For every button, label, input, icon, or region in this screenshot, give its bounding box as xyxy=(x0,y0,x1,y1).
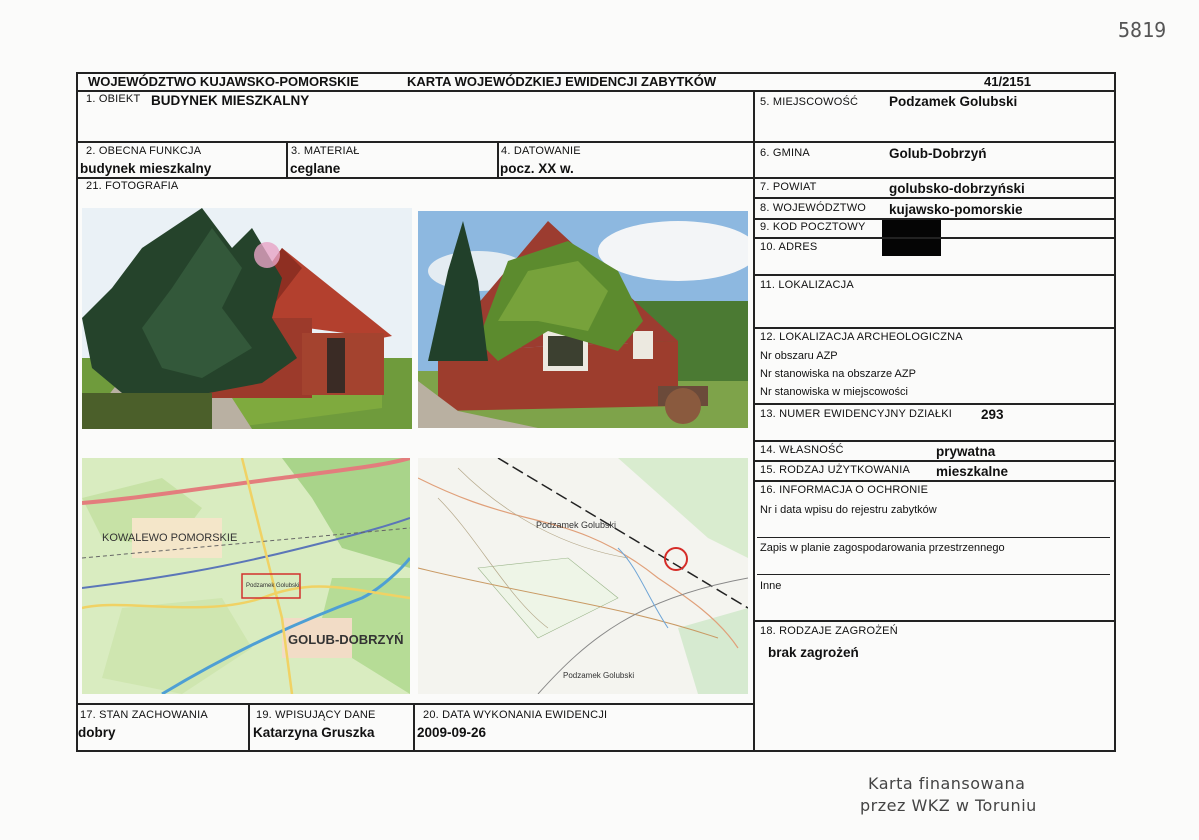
row-divider xyxy=(753,177,1116,179)
cell-divider xyxy=(248,703,250,752)
uzytkowanie-label: 15. RODZAJ UŻYTKOWANIA xyxy=(760,464,911,476)
row-divider xyxy=(753,141,1116,143)
row-divider xyxy=(753,440,1116,442)
wpisujacy-label: 19. WPISUJĄCY DANE xyxy=(256,709,376,721)
header-title: KARTA WOJEWÓDZKIEJ EWIDENCJI ZABYTKÓW xyxy=(407,74,717,89)
uzytkowanie-value: mieszkalne xyxy=(936,464,1009,479)
cell-divider xyxy=(413,703,415,752)
funkcja-label: 2. OBECNA FUNKCJA xyxy=(86,145,202,157)
row-divider xyxy=(76,177,754,179)
map-place-bottom: Podzamek Golubski xyxy=(563,671,635,680)
stan-value: dobry xyxy=(78,725,116,740)
wojewodztwo-label: 8. WOJEWÓDZTWO xyxy=(760,202,867,214)
fotografia-label: 21. FOTOGRAFIA xyxy=(86,180,179,192)
stan-label: 17. STAN ZACHOWANIA xyxy=(80,709,208,721)
obiekt-value: BUDYNEK MIESZKALNY xyxy=(151,93,310,108)
wpisujacy-value: Katarzyna Gruszka xyxy=(253,725,375,740)
ochrona-line2: Zapis w planie zagospodarowania przestrzennego xyxy=(760,542,1005,554)
handwritten-number: 5819 xyxy=(1118,18,1167,42)
row-divider xyxy=(753,274,1116,276)
datowanie-label: 4. DATOWANIE xyxy=(501,145,581,157)
header-number: 41/2151 xyxy=(984,74,1031,89)
powiat-label: 7. POWIAT xyxy=(760,181,817,193)
row-divider xyxy=(76,703,754,705)
ochrona-line1: Nr i data wpisu do rejestru zabytków xyxy=(760,504,937,516)
funding-stamp-line1: Karta finansowana xyxy=(868,774,1026,793)
funding-stamp-line2: przez WKZ w Toruniu xyxy=(860,796,1037,815)
row-divider xyxy=(753,480,1116,482)
gmina-value: Golub-Dobrzyń xyxy=(889,146,987,161)
ochrona-line3: Inne xyxy=(760,580,782,592)
data-label: 20. DATA WYKONANIA EWIDENCJI xyxy=(423,709,608,721)
row-divider xyxy=(753,327,1116,329)
lokalizacja-label: 11. LOKALIZACJA xyxy=(760,279,854,291)
map-place-label: Podzamek Golubski xyxy=(246,583,300,589)
obiekt-label: 1. OBIEKT xyxy=(86,93,141,105)
location-map-detail xyxy=(418,458,748,694)
map-city-label: GOLUB-DOBRZYŃ xyxy=(288,632,404,647)
ochrona-label: 16. INFORMACJA O OCHRONIE xyxy=(760,484,929,496)
zagrozenia-value: brak zagrożeń xyxy=(768,645,859,660)
row-divider xyxy=(753,620,1116,622)
miejscowosc-label: 5. MIEJSCOWOŚĆ xyxy=(760,96,859,108)
map-town-label: KOWALEWO POMORSKIE xyxy=(102,532,238,544)
row-divider xyxy=(753,197,1116,199)
cell-divider xyxy=(286,141,288,178)
photo-house-2 xyxy=(418,211,748,428)
dzialka-value: 293 xyxy=(981,407,1004,422)
row-divider xyxy=(76,141,754,143)
data-value: 2009-09-26 xyxy=(417,725,487,740)
column-divider xyxy=(753,90,755,752)
arch-line1: Nr obszaru AZP xyxy=(760,350,838,362)
row-divider xyxy=(753,237,1116,239)
location-map-overview xyxy=(82,458,410,694)
dzialka-label: 13. NUMER EWIDENCYJNY DZIAŁKI xyxy=(760,408,953,420)
wojewodztwo-value: kujawsko-pomorskie xyxy=(889,202,1023,217)
material-label: 3. MATERIAŁ xyxy=(291,145,360,157)
arch-line2: Nr stanowiska na obszarze AZP xyxy=(760,368,916,380)
arch-label: 12. LOKALIZACJA ARCHEOLOGICZNA xyxy=(760,331,963,343)
map-place-top: Podzamek Golubski xyxy=(536,520,617,530)
cell-divider xyxy=(497,141,499,178)
row-divider xyxy=(753,403,1116,405)
header-divider xyxy=(76,90,1116,92)
adres-label: 10. ADRES xyxy=(760,241,818,253)
subrow-divider xyxy=(757,574,1110,575)
wlasnosc-label: 14. WŁASNOŚĆ xyxy=(760,444,844,456)
miejscowosc-value: Podzamek Golubski xyxy=(889,94,1018,109)
kod-label: 9. KOD POCZTOWY xyxy=(760,221,866,233)
datowanie-value: pocz. XX w. xyxy=(500,161,574,176)
photo-house-1 xyxy=(82,208,412,429)
gmina-label: 6. GMINA xyxy=(760,147,810,159)
header-region: WOJEWÓDZTWO KUJAWSKO-POMORSKIE xyxy=(88,74,359,89)
powiat-value: golubsko-dobrzyński xyxy=(889,181,1025,196)
row-divider xyxy=(753,460,1116,462)
material-value: ceglane xyxy=(290,161,341,176)
arch-line3: Nr stanowiska w miejscowości xyxy=(760,386,908,398)
zagrozenia-label: 18. RODZAJE ZAGROŻEŃ xyxy=(760,625,898,637)
funkcja-value: budynek mieszkalny xyxy=(80,161,212,176)
subrow-divider xyxy=(757,537,1110,538)
wlasnosc-value: prywatna xyxy=(936,444,996,459)
